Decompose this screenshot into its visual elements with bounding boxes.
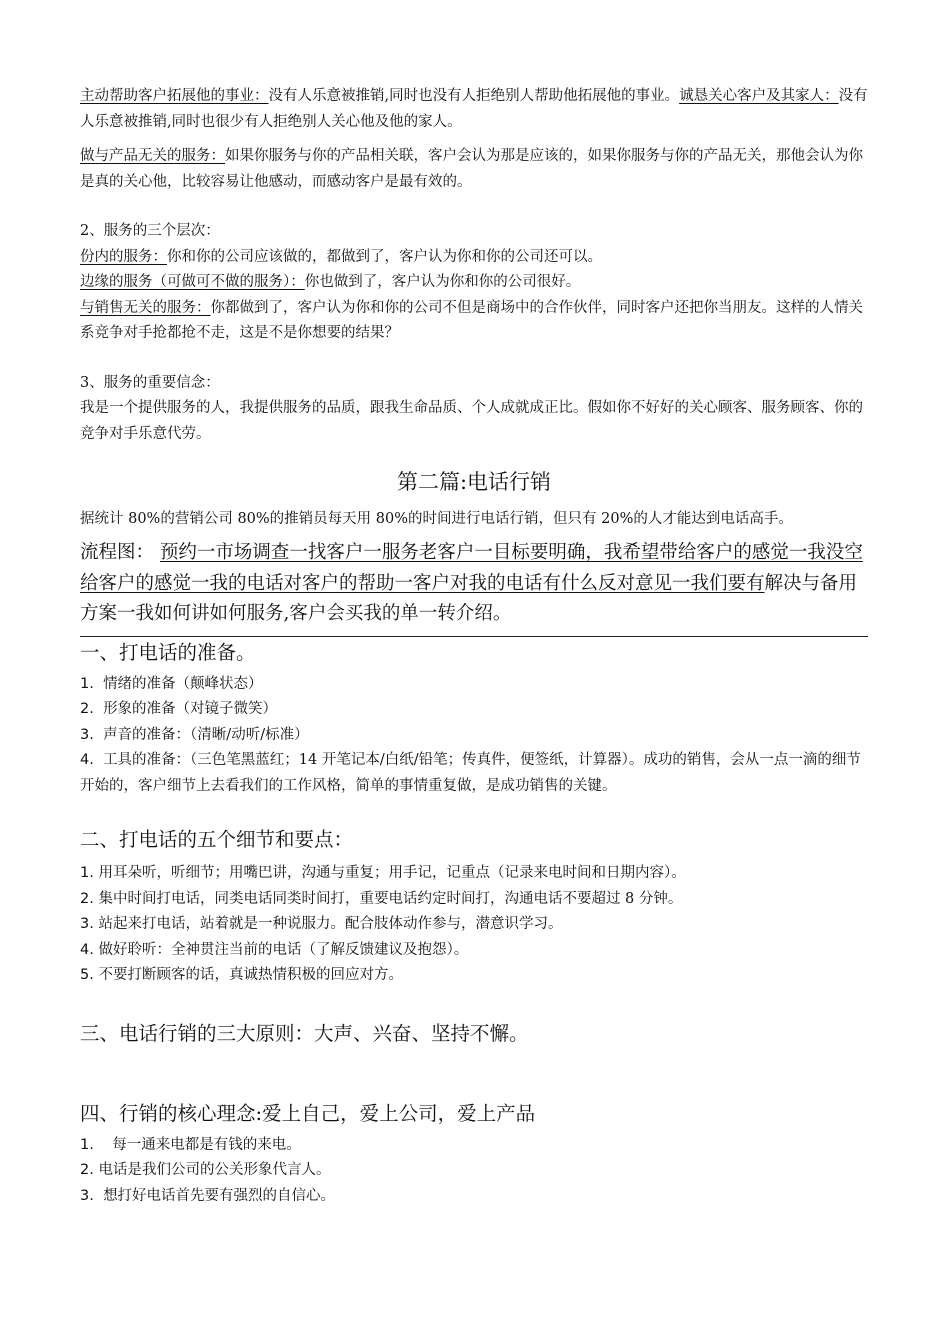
list-number: 4. <box>80 752 94 768</box>
underlined-term: 边缘的服务（可做可不做的服务）： <box>80 274 305 290</box>
list-item <box>80 748 868 799</box>
flowchart-steps-rest: 解决与备用方案一我如何讲如何服务,客户会买我的单一转介绍。 <box>80 572 858 624</box>
divider <box>80 636 868 637</box>
list-text: 情绪的准备（颠峰状态） <box>103 675 263 692</box>
list-text: 站起来打电话，站着就是一种说服力。配合肢体动作参与，潜意识学习。 <box>98 916 563 932</box>
section-4-heading: 四、行销的核心理念:爱上自己，爱上公司，爱上产品 <box>80 1101 536 1125</box>
flowchart-paragraph <box>80 538 868 630</box>
list-text: 不要打断顾客的话，真诚热情积极的回应对方。 <box>98 967 403 983</box>
paragraph-text: 你也做到了，客户认为你和你的公司很好。 <box>304 274 581 290</box>
list-number: 1. <box>80 1136 94 1153</box>
list-item <box>80 861 868 887</box>
list-item <box>80 723 868 749</box>
section-2-list <box>80 861 868 989</box>
paragraph-text: 没有人乐意被推销,同时也没有人拒绝别人帮助他拓展他的事业。 <box>268 88 680 104</box>
paragraph-text: 你和你的公司应该做的，都做到了，客户认为你和你的公司还可以。 <box>167 248 602 265</box>
section-1-list <box>80 672 868 800</box>
intro-paragraph: 据统计 80%的营销公司 80%的推销员每天用 80%的时间进行电话行销，但只有 20%的人才能达到电话高手。 <box>80 511 793 527</box>
flowchart-steps: 预约一市场调查一找客户一服务老客户一目标要明确，我希望带给客户的感觉一我没空给客户的感觉一我的电话对客户的帮助一客户对我的电话有什么反对意见一我们要有 <box>80 542 863 594</box>
underlined-term: 与销售无关的服务： <box>80 299 211 316</box>
section-2-heading: 二、打电话的五个细节和要点： <box>80 828 354 851</box>
list-text: 用耳朵听，听细节；用嘴巴讲，沟通与重复；用手记，记重点（记录来电时间和日期内容）。 <box>98 865 686 881</box>
list-text: 集中时间打电话，同类电话同类时间打，重要电话约定时间打，沟通电话不要超过 8 分钟。 <box>98 890 683 907</box>
list-text: 形象的准备（对镜子微笑） <box>103 701 278 717</box>
list-item <box>80 938 868 964</box>
list-text: 电话是我们公司的公关形象代言人。 <box>98 1162 331 1178</box>
list-text: 做好聆听：全神贯注当前的电话（了解反馈建议及抱怨）。 <box>98 941 469 958</box>
list-item <box>80 1184 868 1210</box>
belief-heading: 3、服务的重要信念： <box>80 374 220 391</box>
list-text: 声音的准备：（清晰/动听/标准） <box>103 726 309 743</box>
underlined-term: 诚恳关心客户及其家人： <box>679 88 839 104</box>
section-4-list <box>80 1133 868 1210</box>
list-number: 4. <box>80 941 94 958</box>
list-text: 想打好电话首先要有强烈的自信心。 <box>103 1187 336 1204</box>
levels-heading: 2、服务的三个层次： <box>80 223 220 239</box>
list-number: 2. <box>80 701 94 717</box>
list-number: 2. <box>80 890 94 907</box>
flowchart-label: 流程图： <box>80 542 155 563</box>
list-number: 3. <box>80 1187 94 1204</box>
underlined-term: 主动帮助客户拓展他的事业： <box>80 88 269 104</box>
list-item <box>80 672 868 698</box>
underlined-term: 做与产品无关的服务： <box>80 148 225 164</box>
level-3 <box>80 296 868 347</box>
underlined-term: 份内的服务： <box>80 248 167 265</box>
section-1-heading: 一、打电话的准备。 <box>80 640 256 664</box>
list-number: 3. <box>80 726 94 743</box>
list-item <box>80 1133 868 1159</box>
chapter-title: 第二篇:电话行销 <box>396 470 552 494</box>
section-3-heading: 三、电话行销的三大原则：大声、兴奋、坚持不懈。 <box>80 1021 529 1045</box>
list-number: 1. <box>80 865 94 881</box>
list-item <box>80 1158 868 1184</box>
list-text: 每一通来电都是有钱的来电。 <box>112 1136 301 1153</box>
paragraph-text: 你都做到了，客户认为你和你的公司不但是商场中的合作伙伴，同时客户还把你当朋友。这样的人情关系竞争对手抢都抢不走，这是不是你想要的结果？ <box>80 299 863 341</box>
list-item <box>80 887 868 913</box>
list-item <box>80 912 868 938</box>
paragraph-text: 没有人乐意被推销,同时也很少有人拒绝别人关心他及他的家人。 <box>80 88 868 130</box>
list-number: 2. <box>80 1162 94 1178</box>
service-paragraph-1 <box>80 84 868 135</box>
paragraph-text: 如果你服务与你的产品相关联，客户会认为那是应该的，如果你服务与你的产品无关，那他会认为你是真的关心他，比较容易让他感动，而感动客户是最有效的。 <box>80 148 863 190</box>
level-1 <box>80 245 868 271</box>
list-number: 5. <box>80 967 94 983</box>
list-item <box>80 697 868 723</box>
level-2 <box>80 270 868 296</box>
document-page <box>80 84 868 1209</box>
belief-text: 我是一个提供服务的人，我提供服务的品质，跟我生命品质、个人成就成正比。假如你不好好的关心顾客、服务顾客、你的竞争对手乐意代劳。 <box>80 400 863 442</box>
list-item <box>80 963 868 989</box>
service-paragraph-2 <box>80 144 868 195</box>
list-number: 3. <box>80 916 94 932</box>
list-number: 1. <box>80 675 94 692</box>
list-text: 工具的准备：（三色笔黑蓝红；14 开笔记本/白纸/铅笔；传真件，便签纸，计算器）。成功的销售，会从一点一滴的细节开始的，客户细节上去看我们的工作风格，简单的事情重复做，是成功销售的关键。 <box>80 752 861 794</box>
